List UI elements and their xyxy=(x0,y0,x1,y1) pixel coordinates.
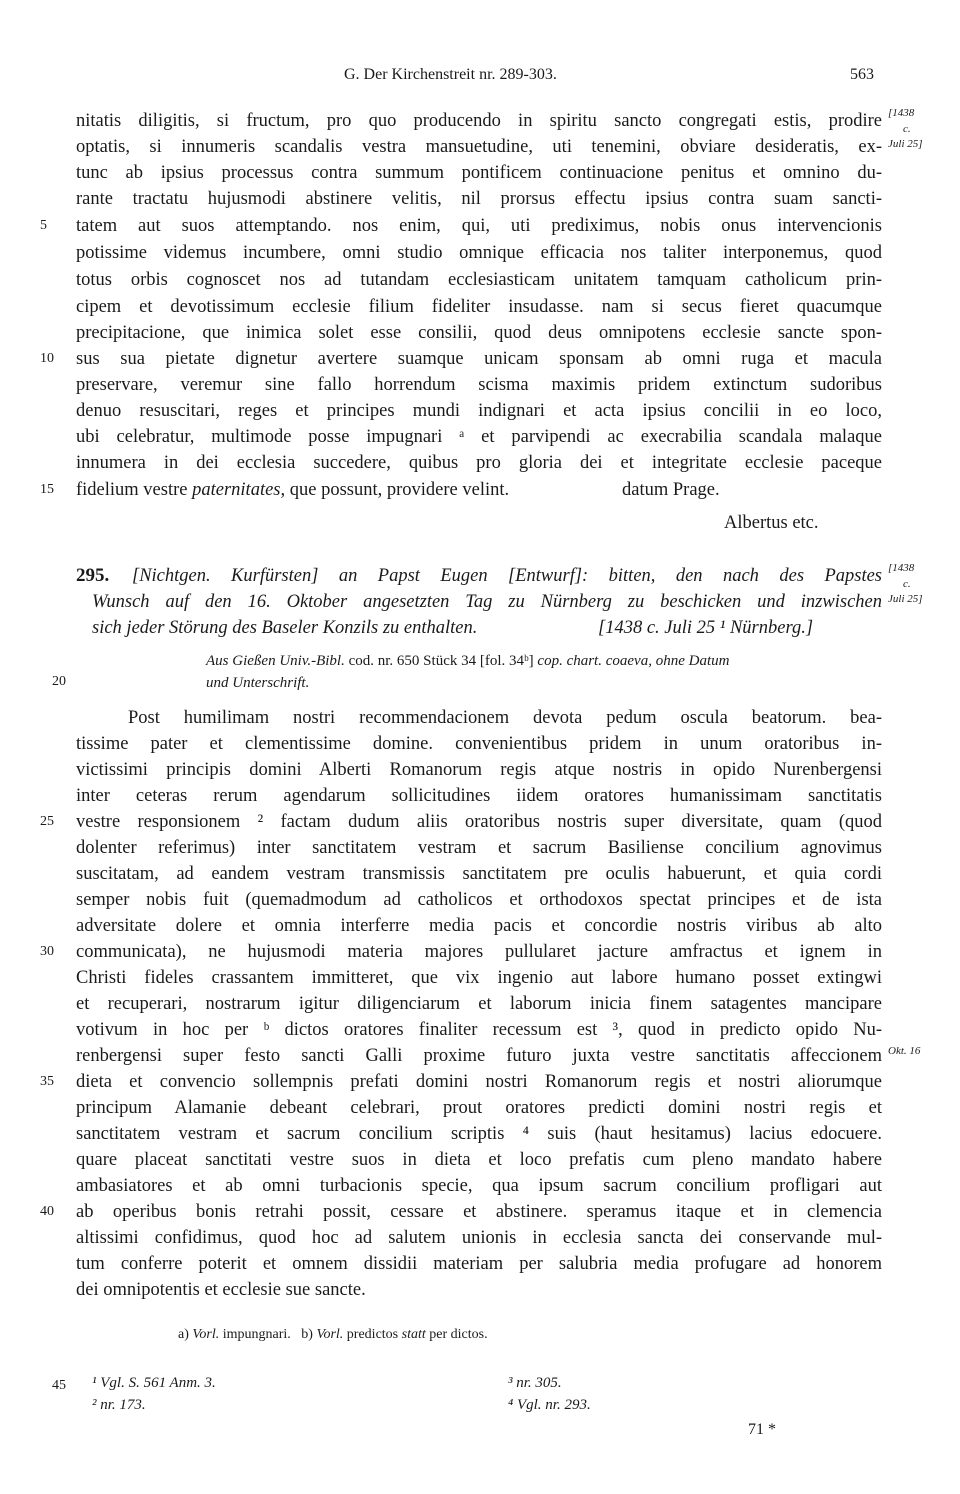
text-line: nitatis diligitis, si fructum, pro quo producendo in spiritu sancto congregati estis, prodire xyxy=(76,111,882,131)
text-line: Christi fideles crassantem immitteret, que vix ingenio aut labore humano posset extingwi xyxy=(76,968,882,988)
doc-date-place: [1438 c. Juli 25 ¹ Nürnberg.] xyxy=(598,618,814,638)
text-line: dieta et convencio sollempnis prefati domini nostri Romanorum regis et nostri aliorumque xyxy=(76,1072,882,1092)
line-number: 5 xyxy=(40,218,47,233)
text-line: et recuperari, nostrarum igitur diligenciarum et laborum inicia finem satagentes mancipare xyxy=(76,994,882,1014)
text-line: ambasiatores et ab omni turbacionis specie, qua ipsum sacrum concilium profligari aut xyxy=(76,1176,882,1196)
line-number: 25 xyxy=(40,814,54,829)
text-line: principum Alamanie debeant celebrari, prout oratores predicti domini nostri regis et xyxy=(76,1098,882,1118)
footnote: ⁴ Vgl. nr. 293. xyxy=(508,1397,591,1413)
footnote: ² nr. 173. xyxy=(92,1397,146,1413)
margin-date: Okt. 16 xyxy=(888,1045,921,1057)
text-line: altissimi confidimus, quod hoc ad salutem unionis in ecclesia sancta dei conservande mul- xyxy=(76,1228,882,1248)
text-line: vestre responsionem ² factam dudum aliis oratoribus nostris super diversitate, quam (quod xyxy=(76,812,882,832)
doc-title-line: Wunsch auf den 16. Oktober angesetzten Tag zu Nürnberg zu beschicken und inzwischen xyxy=(92,592,882,612)
page-number: 563 xyxy=(850,66,874,83)
text-line: innumera in dei ecclesia succedere, quibus pro gloria dei et integritate ecclesie paceque xyxy=(76,453,882,473)
margin-date: [1438 xyxy=(888,562,915,574)
datum: datum Prage. xyxy=(622,480,720,500)
margin-date: c. xyxy=(903,578,911,590)
text-line: precipitacione, que inimica solet esse consilii, quod deus omnipotens ecclesie sancte spon- xyxy=(76,323,882,343)
text-line: ubi celebratur, multimode posse impugnari ᵃ et parvipendi ac execrabilia scandala malaque xyxy=(76,427,882,447)
margin-date: [1438 xyxy=(888,107,915,119)
footnote: ¹ Vgl. S. 561 Anm. 3. xyxy=(92,1375,216,1391)
text-line: sanctitatem vestram et sacrum concilium scriptis ⁴ suis (haut hesitamus) lacius edocuere. xyxy=(76,1124,882,1144)
text-line: inter ceteras rerum agendarum sollicitudines iidem oratores humanissimam sanctitatis xyxy=(76,786,882,806)
text-line: fidelium vestre paternitates, que possunt, providere velint. xyxy=(76,480,510,500)
text-line: victissimi principis domini Alberti Romanorum regis atque nostris in opido Nurenbergensi xyxy=(76,760,882,780)
text-line: semper nobis fuit (quemadmodum ad catholicos et orthodoxos spectat principes et de ista xyxy=(76,890,882,910)
text-line: totus orbis cognoscet nos ad tutandam ecclesiasticam unitatem tamquam catholicum prin- xyxy=(76,270,882,290)
text-line: Post humilimam nostri recommendacionem devota pedum oscula beatorum. bea- xyxy=(128,708,882,728)
doc-title-line: [Nichtgen. Kurfürsten] an Papst Eugen [Entwurf]: bitten, den nach des Papstes xyxy=(132,566,882,586)
text-line: dolenter referimus) inter sanctitatem vestram et sacrum Basiliense concilium agnovimus xyxy=(76,838,882,858)
text-line: sus sua pietate dignetur avertere suamque unicam sponsam ab omni ruga et macula xyxy=(76,349,882,369)
text-line: suscitatam, ad eandem vestram transmissis sanctitatem pre oculis habuerunt, et quia cordi xyxy=(76,864,882,884)
text-line: rante tractatu hujusmodi abstinere velitis, nil prorsus effectu ipsius contra suam sancti- xyxy=(76,189,882,209)
text-line: adversitate dolere et omnia interferre media pacis et concordie nostris viribus ab alto xyxy=(76,916,882,936)
text-line: tissime pater et clementissime domine. convenientibus pridem in unum oratoribus in- xyxy=(76,734,882,754)
text-line: quare placeat sanctitati vestre suos in dieta et loco prefatis cum pleno mandato habere xyxy=(76,1150,882,1170)
footnote: ³ nr. 305. xyxy=(508,1375,562,1391)
running-header: G. Der Kirchenstreit nr. 289-303. xyxy=(344,66,557,83)
text-line: optatis, si innumeris scandalis vestra mansuetudine, uti tenemini, obviare desideratis, ex- xyxy=(76,137,882,157)
margin-date: Juli 25] xyxy=(888,593,923,605)
source-line: Aus Gießen Univ.-Bibl. cod. nr. 650 Stück 34 [fol. 34ᵇ] cop. chart. coaeva, ohne Datum xyxy=(206,653,730,669)
source-line: und Unterschrift. xyxy=(206,675,310,691)
line-number: 30 xyxy=(40,944,54,959)
text-line: communicata), ne hujusmodi materia majores pullularet jacture amfractus et ignem in xyxy=(76,942,882,962)
text-line: ab operibus bonis retrahi possit, cessare et abstinere. speramus itaque et in clemencia xyxy=(76,1202,882,1222)
text-line: votivum in hoc per ᵇ dictos oratores finaliter recessum est ³, quod in predicto opido Nu- xyxy=(76,1020,882,1040)
line-number: 20 xyxy=(52,674,66,689)
text-line: preservare, veremur sine fallo horrendum scisma maximis pridem extinctum sudoribus xyxy=(76,375,882,395)
line-number: 35 xyxy=(40,1074,54,1089)
doc-title-line: sich jeder Störung des Baseler Konzils zu enthalten. xyxy=(92,618,478,638)
text-line: dei omnipotentis et ecclesie sue sancte. xyxy=(76,1280,366,1300)
text-line: potissime videmus incumbere, omni studio omnique efficacia nos taliter interponemus, quod xyxy=(76,243,882,263)
footnote-variants: a) Vorl. impungnari. b) Vorl. predictos statt per dictos. xyxy=(178,1327,488,1342)
text-line: tatem aut suos attemptando. nos enim, qui, uti prediximus, nobis onus intervencionis xyxy=(76,216,882,236)
text-line: tunc ab ipsius processus contra summum pontificem continuacione penitus et omnino du- xyxy=(76,163,882,183)
margin-date: Juli 25] xyxy=(888,138,923,150)
line-number: 10 xyxy=(40,351,54,366)
signature: Albertus etc. xyxy=(724,513,819,533)
margin-date: c. xyxy=(903,123,911,135)
text-line: cipem et devotissimum ecclesie filium fideliter insudasse. nam si secus fieret quacumque xyxy=(76,297,882,317)
line-number: 45 xyxy=(52,1378,66,1393)
text-line: tum conferre poterit et omnem dissidii materiam per salubria media profugare ad honorem xyxy=(76,1254,882,1274)
signature-mark: 71 * xyxy=(748,1421,776,1438)
line-number: 40 xyxy=(40,1204,54,1219)
doc-number: 295. xyxy=(76,565,110,586)
line-number: 15 xyxy=(40,482,54,497)
text-line: renbergensi super festo sancti Galli proxime futuro juxta vestre sanctitatis affeccionem xyxy=(76,1046,882,1066)
text-line: denuo resuscitari, reges et principes mundi indignari et acta ipsius concilii in eo loco, xyxy=(76,401,882,421)
